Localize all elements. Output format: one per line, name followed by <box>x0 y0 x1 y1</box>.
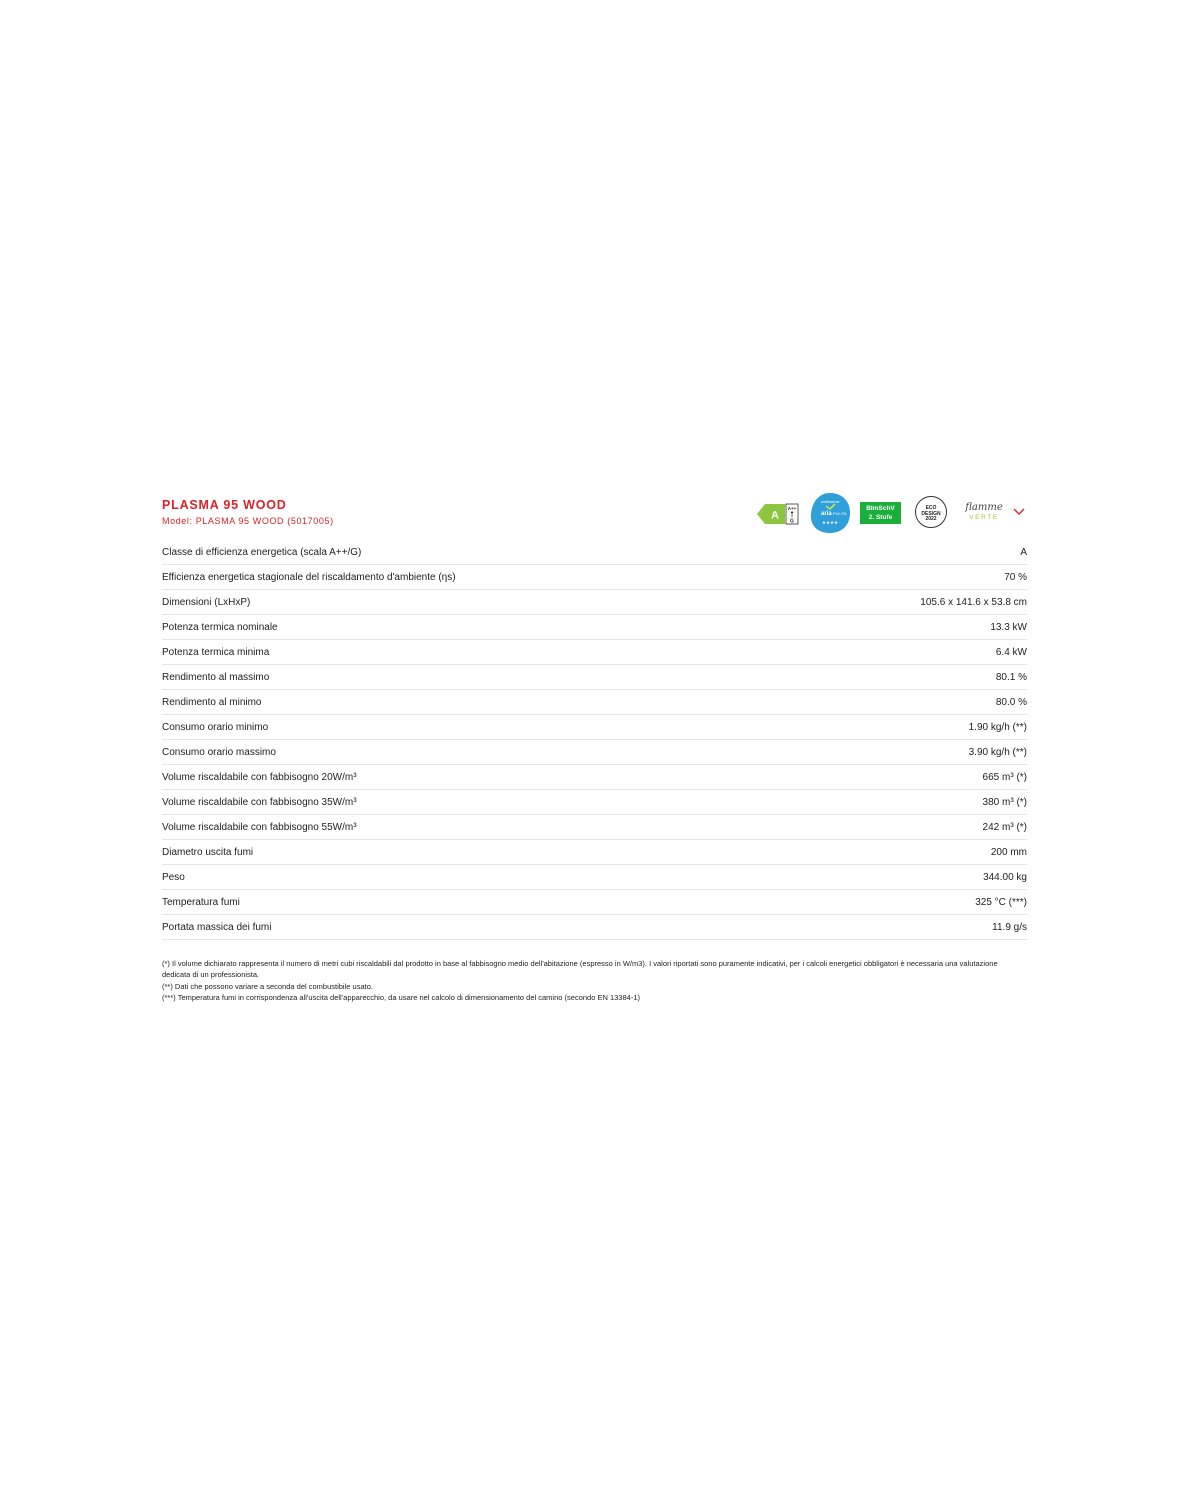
footnote-1: (*) Il volume dichiarato rappresenta il numero di metri cubi riscaldabili dal prodotto in base al fabbisogno medio dell'abitazione (espresso in W/m3). I valori riportati sono puramente indicativi, per i calcoli energetici obbligatori è necessaria una valutazione dedicata di un professionista. <box>162 959 998 980</box>
table-row <box>162 665 1027 690</box>
table-row <box>162 590 1027 615</box>
bimschv-line1: BImSchV <box>866 505 895 512</box>
table-row <box>162 690 1027 715</box>
spec-value: 70 % <box>796 565 1027 590</box>
svg-text:PULITA: PULITA <box>833 511 847 516</box>
spec-value: 6.4 kW <box>796 640 1027 665</box>
spec-value: 13.3 kW <box>796 615 1027 640</box>
spec-label: Peso <box>162 865 796 890</box>
eco-line2: DESIGN <box>921 510 941 517</box>
table-row <box>162 790 1027 815</box>
table-row <box>162 915 1027 940</box>
aria-pulita-icon <box>809 492 851 534</box>
specs-table <box>162 540 1027 940</box>
svg-text:★★★★: ★★★★ <box>821 521 839 526</box>
spec-label: Dimensioni (LxHxP) <box>162 590 796 615</box>
table-row <box>162 565 1027 590</box>
table-row <box>162 865 1027 890</box>
spec-value: 344.00 kg <box>796 865 1027 890</box>
table-row <box>162 715 1027 740</box>
spec-value: 80.0 % <box>796 690 1027 715</box>
spec-value: 1.90 kg/h (**) <box>796 715 1027 740</box>
product-model: Model: PLASMA 95 WOOD (5017005) <box>162 516 334 526</box>
flamme-line2: VERTE <box>969 514 999 521</box>
chevron-down-icon[interactable] <box>1012 506 1026 518</box>
spec-label: Diametro uscita fumi <box>162 840 796 865</box>
svg-text:A++: A++ <box>787 506 797 511</box>
spec-label: Temperatura fumi <box>162 890 796 915</box>
svg-text:G: G <box>790 518 794 525</box>
certification-badges <box>757 492 1027 534</box>
eco-line3: 2022 <box>925 516 937 522</box>
table-row <box>162 615 1027 640</box>
svg-text:aria: aria <box>821 511 832 517</box>
ecodesign-icon <box>915 496 947 528</box>
product-header <box>162 490 1027 540</box>
spec-label: Efficienza energetica stagionale del riscaldamento d'ambiente (ηs) <box>162 565 796 590</box>
bimschv-icon <box>860 502 901 524</box>
spec-label: Rendimento al massimo <box>162 665 796 690</box>
table-row <box>162 640 1027 665</box>
table-row <box>162 815 1027 840</box>
spec-label: Volume riscaldabile con fabbisogno 20W/m³ <box>162 765 796 790</box>
footnote-3: (***) Temperatura fumi in corrispondenza all'uscita dell'apparecchio, da usare nel calcolo di dimensionamento del camino (secondo EN 13384-1) <box>162 992 640 1002</box>
spec-value: 200 mm <box>796 840 1027 865</box>
spec-label: Consumo orario minimo <box>162 715 796 740</box>
spec-value: A <box>796 540 1027 565</box>
footnote-2: (**) Dati che possono variare a seconda del combustibile usato. <box>162 981 373 991</box>
svg-text:A: A <box>771 509 779 522</box>
footnotes <box>162 958 1027 1003</box>
spec-value: 3.90 kg/h (**) <box>796 740 1027 765</box>
flamme-verte-icon <box>962 502 1006 526</box>
product-title: PLASMA 95 WOOD <box>162 498 287 512</box>
table-row <box>162 540 1027 565</box>
table-row <box>162 765 1027 790</box>
spec-value: 80.1 % <box>796 665 1027 690</box>
spec-label: Potenza termica nominale <box>162 615 796 640</box>
eco-line1: ECO <box>925 505 937 511</box>
spec-value: 11.9 g/s <box>796 915 1027 940</box>
table-row <box>162 740 1027 765</box>
spec-value: 665 m³ (*) <box>796 765 1027 790</box>
spec-label: Potenza termica minima <box>162 640 796 665</box>
table-row <box>162 890 1027 915</box>
bimschv-line2: 2. Stufe <box>868 514 893 521</box>
table-row <box>162 840 1027 865</box>
spec-label: Volume riscaldabile con fabbisogno 55W/m³ <box>162 815 796 840</box>
spec-value: 105.6 x 141.6 x 53.8 cm <box>796 590 1027 615</box>
spec-value: 380 m³ (*) <box>796 790 1027 815</box>
spec-label: Volume riscaldabile con fabbisogno 35W/m³ <box>162 790 796 815</box>
product-spec-panel <box>162 490 1027 1003</box>
spec-label: Portata massica dei fumi <box>162 915 796 940</box>
svg-text:certificazione: certificazione <box>820 500 840 504</box>
energy-label-icon <box>757 502 799 526</box>
spec-label: Rendimento al minimo <box>162 690 796 715</box>
spec-value: 325 °C (***) <box>796 890 1027 915</box>
spec-value: 242 m³ (*) <box>796 815 1027 840</box>
spec-label: Classe di efficienza energetica (scala A++/G) <box>162 540 796 565</box>
spec-label: Consumo orario massimo <box>162 740 796 765</box>
flamme-line1: flamme <box>965 502 1003 513</box>
